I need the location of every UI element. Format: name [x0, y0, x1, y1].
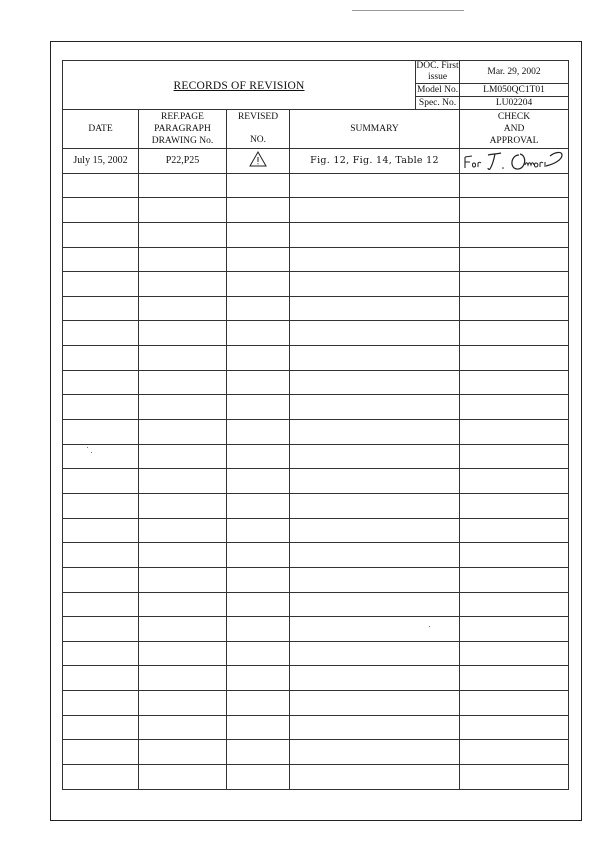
row-revised-no-cell — [227, 222, 290, 247]
header-summary-label: SUMMARY — [350, 124, 399, 134]
table-row — [63, 173, 569, 198]
row-revised-no-cell — [227, 567, 290, 592]
row-summary-cell — [290, 321, 460, 346]
row-ref-cell — [139, 493, 227, 518]
row-approval-cell — [460, 493, 569, 518]
row-ref-cell — [139, 518, 227, 543]
row-approval-cell — [460, 715, 569, 740]
row-approval-cell — [460, 641, 569, 666]
row-date-cell — [63, 444, 139, 469]
row-revised-no-cell — [227, 493, 290, 518]
approval-signature — [462, 150, 566, 172]
row-revised-no-cell — [227, 444, 290, 469]
row-revised-no-cell — [227, 617, 290, 642]
row-approval-cell — [460, 346, 569, 371]
entry-ref: P22,P25 — [139, 149, 227, 174]
row-date-cell — [63, 691, 139, 716]
row-summary-cell — [290, 272, 460, 297]
row-date-cell — [63, 469, 139, 494]
table-row — [63, 346, 569, 371]
row-revised-no-cell — [227, 272, 290, 297]
row-approval-cell — [460, 518, 569, 543]
row-revised-no-cell — [227, 641, 290, 666]
row-approval-cell — [460, 296, 569, 321]
entry-date: July 15, 2002 — [63, 149, 139, 174]
meta-label-spec-no: Spec. No. — [416, 97, 460, 110]
row-summary-cell — [290, 222, 460, 247]
row-summary-cell — [290, 617, 460, 642]
row-date-cell — [63, 666, 139, 691]
entry-approval — [460, 149, 569, 174]
row-ref-cell — [139, 765, 227, 790]
row-summary-cell — [290, 691, 460, 716]
row-summary-cell — [290, 592, 460, 617]
row-date-cell — [63, 173, 139, 198]
row-revised-no-cell — [227, 346, 290, 371]
row-ref-cell — [139, 740, 227, 765]
row-date-cell — [63, 592, 139, 617]
header-ref-line: REF.PAGE — [161, 112, 204, 122]
row-revised-no-cell — [227, 469, 290, 494]
row-summary-cell — [290, 395, 460, 420]
row-summary-cell — [290, 740, 460, 765]
table-row — [63, 740, 569, 765]
row-ref-cell — [139, 592, 227, 617]
row-date-cell — [63, 247, 139, 272]
row-ref-cell — [139, 173, 227, 198]
table-row — [63, 272, 569, 297]
table-row — [63, 666, 569, 691]
row-revised-no-cell — [227, 740, 290, 765]
entry-summary — [290, 149, 460, 174]
row-ref-cell — [139, 321, 227, 346]
row-date-cell — [63, 420, 139, 445]
row-approval-cell — [460, 321, 569, 346]
row-date-cell — [63, 543, 139, 568]
table-row — [63, 518, 569, 543]
row-summary-cell — [290, 247, 460, 272]
row-approval-cell — [460, 740, 569, 765]
row-date-cell — [63, 272, 139, 297]
row-approval-cell — [460, 395, 569, 420]
header-summary — [290, 110, 460, 149]
row-summary-cell — [290, 346, 460, 371]
row-date-cell — [63, 617, 139, 642]
header-revised-bottom: NO. — [249, 135, 267, 145]
row-summary-cell — [290, 173, 460, 198]
table-row — [63, 567, 569, 592]
row-ref-cell — [139, 346, 227, 371]
header-check-line: AND — [503, 124, 525, 134]
row-date-cell — [63, 518, 139, 543]
scan-speck — [91, 452, 92, 453]
table-row — [63, 321, 569, 346]
row-revised-no-cell — [227, 543, 290, 568]
scan-speck — [429, 626, 430, 627]
row-ref-cell — [139, 247, 227, 272]
row-summary-cell — [290, 493, 460, 518]
row-ref-cell — [139, 567, 227, 592]
header-check-line: CHECK — [497, 112, 531, 122]
header-ref-page — [139, 110, 227, 149]
row-approval-cell — [460, 469, 569, 494]
row-revised-no-cell — [227, 370, 290, 395]
table-row — [63, 469, 569, 494]
table-row — [63, 691, 569, 716]
entry-summary-text: Fig. 12, Fig. 14, Table 12 — [310, 154, 439, 166]
row-summary-cell — [290, 765, 460, 790]
row-date-cell — [63, 346, 139, 371]
table-row — [63, 444, 569, 469]
row-summary-cell — [290, 518, 460, 543]
row-approval-cell — [460, 765, 569, 790]
meta-value-doc-first-issue: Mar. 29, 2002 — [460, 61, 569, 84]
row-approval-cell — [460, 617, 569, 642]
row-ref-cell — [139, 715, 227, 740]
table-row — [63, 493, 569, 518]
row-ref-cell — [139, 617, 227, 642]
row-ref-cell — [139, 198, 227, 223]
scan-artifact-line — [352, 10, 464, 11]
row-date-cell — [63, 715, 139, 740]
row-ref-cell — [139, 469, 227, 494]
table-row — [63, 222, 569, 247]
table-row — [63, 370, 569, 395]
row-date-cell — [63, 493, 139, 518]
row-date-cell — [63, 198, 139, 223]
row-summary-cell — [290, 715, 460, 740]
row-approval-cell — [460, 691, 569, 716]
table-row — [63, 420, 569, 445]
header-revised-top: REVISED — [237, 112, 279, 122]
table-row — [63, 765, 569, 790]
meta-value-model-no: LM050QC1T01 — [460, 84, 569, 97]
row-summary-cell — [290, 370, 460, 395]
header-check-line: APPROVAL — [489, 136, 539, 146]
row-revised-no-cell — [227, 247, 290, 272]
table-row — [63, 247, 569, 272]
meta-label-model-no: Model No. — [416, 84, 459, 95]
table-row — [63, 617, 569, 642]
header-ref-line: DRAWING No. — [151, 136, 214, 146]
row-date-cell — [63, 567, 139, 592]
row-ref-cell — [139, 641, 227, 666]
row-ref-cell — [139, 395, 227, 420]
row-revised-no-cell — [227, 765, 290, 790]
row-ref-cell — [139, 420, 227, 445]
row-ref-cell — [139, 543, 227, 568]
row-approval-cell — [460, 198, 569, 223]
table-row — [63, 715, 569, 740]
header-revised-no — [227, 110, 290, 149]
warning-triangle-icon — [249, 151, 267, 167]
row-ref-cell — [139, 296, 227, 321]
row-approval-cell — [460, 370, 569, 395]
table-row — [63, 543, 569, 568]
row-approval-cell — [460, 247, 569, 272]
row-revised-no-cell — [227, 715, 290, 740]
row-summary-cell — [290, 469, 460, 494]
row-date-cell — [63, 395, 139, 420]
row-summary-cell — [290, 567, 460, 592]
row-revised-no-cell — [227, 592, 290, 617]
row-summary-cell — [290, 666, 460, 691]
table-row — [63, 198, 569, 223]
row-summary-cell — [290, 296, 460, 321]
row-revised-no-cell — [227, 691, 290, 716]
table-row — [63, 296, 569, 321]
row-summary-cell — [290, 543, 460, 568]
row-approval-cell — [460, 420, 569, 445]
header-date — [63, 110, 139, 149]
row-revised-no-cell — [227, 518, 290, 543]
row-ref-cell — [139, 691, 227, 716]
row-summary-cell — [290, 420, 460, 445]
row-revised-no-cell — [227, 321, 290, 346]
row-date-cell — [63, 370, 139, 395]
page-title: RECORDS OF REVISION — [173, 80, 305, 92]
row-revised-no-cell — [227, 395, 290, 420]
row-ref-cell — [139, 222, 227, 247]
row-date-cell — [63, 740, 139, 765]
row-ref-cell — [139, 666, 227, 691]
table-row — [63, 641, 569, 666]
row-approval-cell — [460, 272, 569, 297]
row-revised-no-cell — [227, 420, 290, 445]
row-ref-cell — [139, 272, 227, 297]
row-date-cell — [63, 296, 139, 321]
scan-speck — [87, 447, 88, 448]
table-row — [63, 592, 569, 617]
row-revised-no-cell — [227, 173, 290, 198]
row-approval-cell — [460, 173, 569, 198]
row-ref-cell — [139, 444, 227, 469]
row-date-cell — [63, 222, 139, 247]
table-row — [63, 395, 569, 420]
row-date-cell — [63, 765, 139, 790]
row-revised-no-cell — [227, 198, 290, 223]
row-date-cell — [63, 641, 139, 666]
header-date-label: DATE — [88, 124, 113, 134]
table-row — [63, 149, 569, 174]
row-approval-cell — [460, 444, 569, 469]
row-approval-cell — [460, 222, 569, 247]
row-date-cell — [63, 321, 139, 346]
row-summary-cell — [290, 198, 460, 223]
row-revised-no-cell — [227, 666, 290, 691]
row-summary-cell — [290, 641, 460, 666]
row-ref-cell — [139, 370, 227, 395]
row-revised-no-cell — [227, 296, 290, 321]
entry-revised-no — [227, 149, 290, 174]
title-cell — [63, 61, 416, 110]
header-check-approval — [460, 110, 569, 149]
row-summary-cell — [290, 444, 460, 469]
meta-label-doc-first-issue: DOC. First issue — [416, 61, 459, 82]
row-approval-cell — [460, 592, 569, 617]
header-ref-line: PARAGRAPH — [154, 124, 211, 134]
revision-records-table — [62, 60, 569, 790]
row-approval-cell — [460, 567, 569, 592]
meta-value-spec-no: LU02204 — [460, 97, 569, 110]
row-approval-cell — [460, 666, 569, 691]
row-approval-cell — [460, 543, 569, 568]
